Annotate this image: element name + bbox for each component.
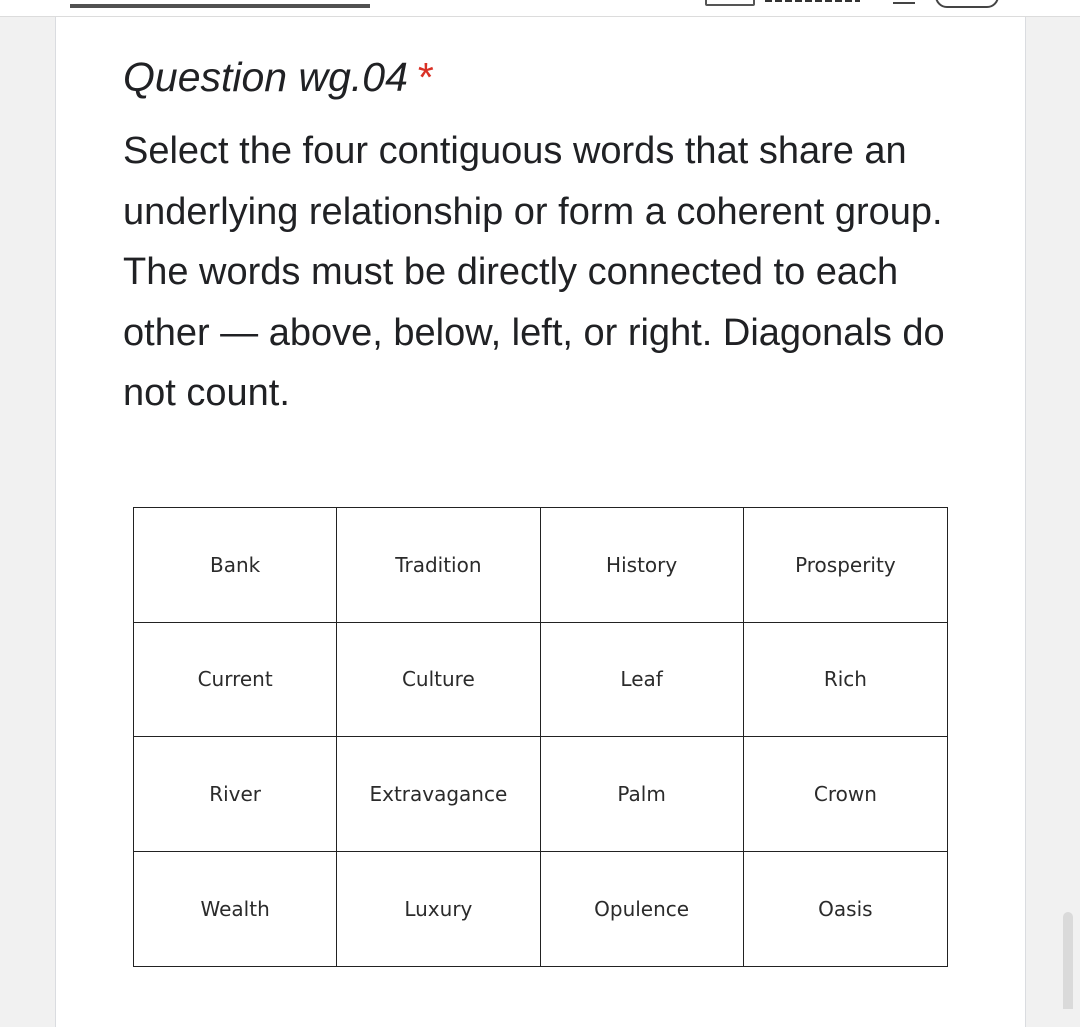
grid-cell[interactable]: River [134, 737, 337, 852]
grid-cell[interactable]: Opulence [541, 852, 744, 967]
grid-cell[interactable]: Extravagance [337, 737, 540, 852]
grid-cell[interactable]: Prosperity [744, 508, 947, 623]
question-card [55, 17, 1026, 1027]
scrollbar[interactable] [1063, 912, 1073, 1009]
required-marker: * [417, 54, 434, 100]
header-icon[interactable] [893, 0, 915, 4]
grid-cell[interactable]: History [541, 508, 744, 623]
grid-cell[interactable]: Culture [337, 623, 540, 738]
header-pill-button[interactable] [935, 0, 999, 8]
grid-cell[interactable]: Oasis [818, 896, 873, 921]
grid-cell[interactable]: Tradition [337, 508, 540, 623]
top-bar [0, 0, 1080, 17]
truncated-header-text [70, 0, 370, 8]
header-button[interactable] [705, 0, 755, 6]
grid-cell[interactable]: Leaf [541, 623, 744, 738]
question-description: Select the four contiguous words that share an underlying relationship or form a coherent group. The words must be directly connected to each other — above, below, left, or right. Diagonals do not count. [123, 130, 945, 414]
grid-cell[interactable]: Luxury [337, 852, 540, 967]
grid-cell[interactable]: Palm [541, 737, 744, 852]
header-status [765, 0, 860, 2]
question-title [123, 51, 434, 103]
grid-cell[interactable]: Crown [744, 737, 947, 852]
grid-cell[interactable]: Bank [134, 508, 337, 623]
grid-cell[interactable]: Rich [744, 623, 947, 738]
question-title-text: Question wg.04 [123, 54, 408, 100]
word-grid [133, 507, 948, 967]
grid-cell[interactable]: Wealth [134, 852, 337, 967]
grid-cell[interactable]: Current [134, 623, 337, 738]
